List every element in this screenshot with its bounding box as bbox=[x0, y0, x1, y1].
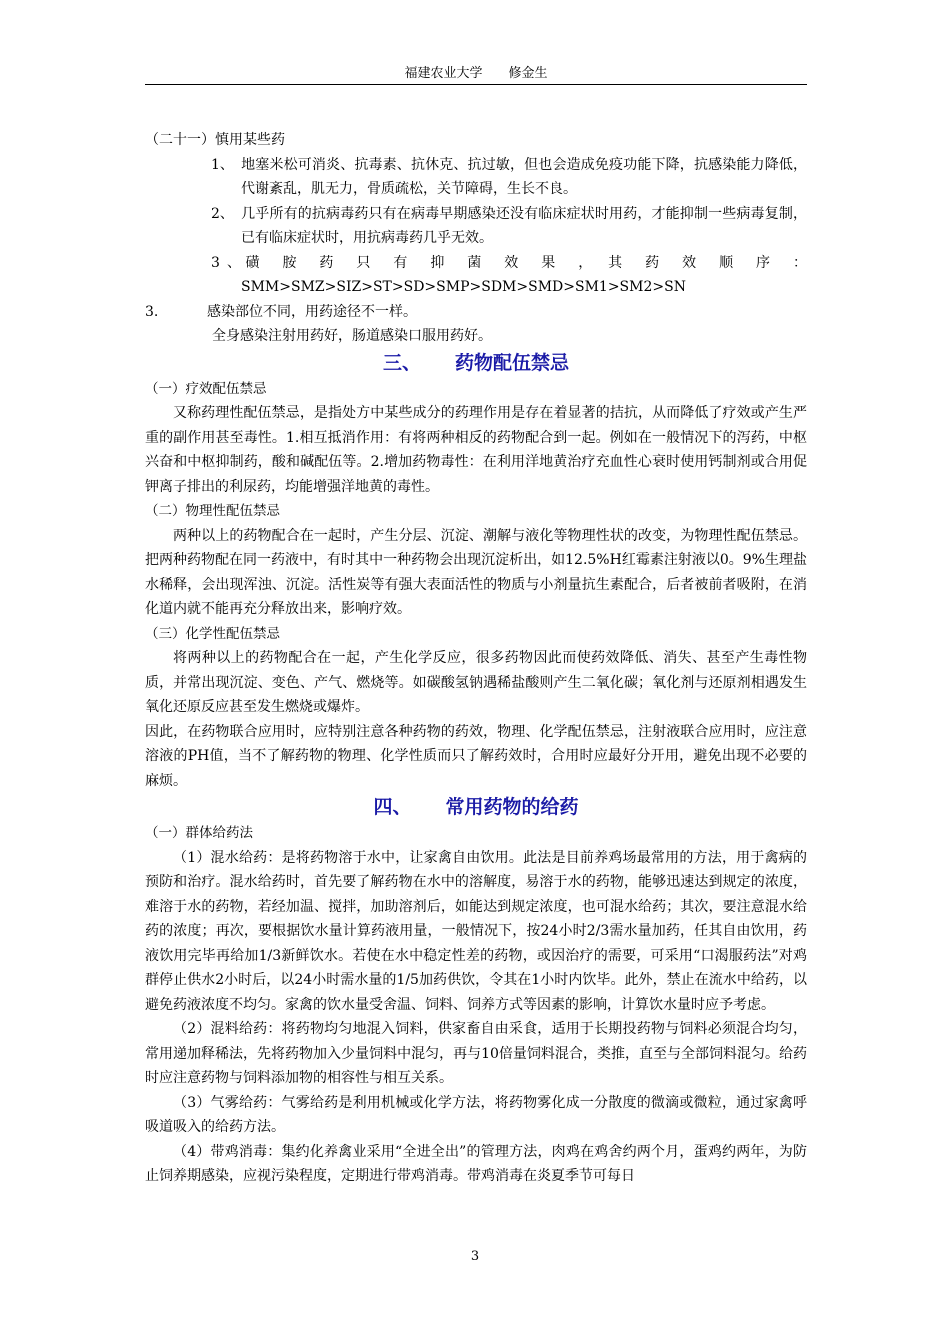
section-4-title: 常用药物的给药 bbox=[445, 796, 579, 818]
list-item bbox=[145, 153, 807, 202]
paragraph: 将两种以上的药物配合在一起，产生化学反应，很多药物因此而使药效降低、消失、甚至产生毒性物质，并常出现沉淀、变色、产气、燃烧等。如碳酸氢钠遇稀盐酸则产生二氧化碳；氧化剂与还原剂相遇发生氧化还原反应甚至发生燃烧或爆炸。 bbox=[145, 650, 807, 715]
list-item-text: 磺 胺 药 只 有 抑 菌 效 果 ， 其 药 效 顺 序 ： bbox=[241, 254, 807, 271]
section-3-heading bbox=[145, 349, 807, 377]
section-3-number: 三、 bbox=[382, 351, 421, 374]
list-item bbox=[145, 251, 807, 276]
document-body bbox=[145, 128, 807, 1189]
item-3-number: 3. bbox=[145, 303, 159, 320]
paragraph: 因此，在药物联合应用时，应特别注意各种药物的药效，物理、化学配伍禁忌，注射液联合应用时，应注意溶液的PH值，当不了解药物的物理、化学性质而只了解药效时，合用时应最好分开用，避免出现不必要的麻烦。 bbox=[145, 723, 807, 789]
list-item-number: 1、 bbox=[211, 156, 234, 173]
paragraph: （4）带鸡消毒：集约化养禽业采用“全进全出”的管理方法，肉鸡在鸡舍约两个月，蛋鸡约两年，为防止饲养期感染，应视污染程度，定期进行带鸡消毒。带鸡消毒在炎夏季节可每日 bbox=[145, 1143, 807, 1184]
section-3-title: 药物配伍禁忌 bbox=[455, 351, 570, 374]
paragraph: （1）混水给药：是将药物溶于水中，让家禽自由饮用。此法是目前养鸡场最常用的方法，用于禽病的预防和治疗。混水给药时，首先要了解药物在水中的溶解度，易溶于水的药物，能够迅速达到规定的浓度，难溶于水的药物，若经加温、搅拌，加助溶剂后，如能达到规定浓度，也可混水给药；其次，要注意混水给药的浓度；再次，要根据饮水量计算药液用量，一般情况下，按24小时2/3需水量加药，任其自由饮用，药液饮用完毕再给加1/3新鲜饮水。若使在水中稳定性差的药物，或因治疗的需要，可采用“口渴服药法”对鸡群停止供水2小时后，以24小时需水量的1/5加药供饮，令其在1小时内饮毕。此外，禁止在流水中给药，以避免药液浓度不均匀。家禽的饮水量受舍温、饲料、饲养方式等因素的影响，计算饮水量时应予考虑。 bbox=[145, 849, 807, 1013]
page-header: 福建农业大学 修金生 bbox=[145, 64, 807, 85]
section-4-number: 四、 bbox=[373, 796, 412, 818]
subsection-title: （三）化学性配伍禁忌 bbox=[145, 625, 280, 642]
paragraph: 两种以上的药物配合在一起时，产生分层、沉淀、潮解与液化等物理性状的改变，为物理性配伍禁忌。把两种药物配在同一药液中，有时其中一种药物会出现沉淀析出，如12.5%H红霉素注射液以0。9%生理盐水稀释，会出现浑浊、沉淀。活性炭等有强大表面活性的物质与小剂量抗生素配合，后者被前者吸附，在消化道内就不能再充分释放出来，影响疗效。 bbox=[145, 527, 807, 617]
list-item-number: 2、 bbox=[211, 205, 234, 222]
list-item-text: 地塞米松可消炎、抗毒素、抗休克、抗过敏，但也会造成免疫功能下降，抗感染能力降低，代谢紊乱，肌无力，骨质疏松，关节障碍，生长不良。 bbox=[241, 156, 807, 197]
subsection-title: （一）疗效配伍禁忌 bbox=[145, 380, 267, 397]
list-item-text: 几乎所有的抗病毒药只有在病毒早期感染还没有临床症状时用药，才能抑制一些病毒复制，已有临床症状时，用抗病毒药几乎无效。 bbox=[241, 205, 807, 246]
paragraph: （2）混料给药：将药物均匀地混入饲料，供家畜自由采食，适用于长期投药物与饲料必须混合均匀，常用递加释稀法，先将药物加入少量饲料中混匀，再与10倍量饲料混合，类推，直至与全部饲料混匀。给药时应注意药物与饲料添加物的相容性与相互关系。 bbox=[145, 1021, 807, 1086]
paragraph: （3）气雾给药：气雾给药是利用机械或化学方法，将药物雾化成一分散度的微滴或微粒，通过家禽呼吸道吸入的给药方法。 bbox=[145, 1094, 807, 1135]
item-3-detail: 全身感染注射用药好，肠道感染口服用药好。 bbox=[212, 328, 492, 344]
subsection-title: （二）物理性配伍禁忌 bbox=[145, 503, 280, 519]
sulfa-order: SMM>SMZ>SIZ>ST>SD>SMP>SDM>SMD>SM1>SM2>SN bbox=[241, 279, 686, 295]
page-number: 3 bbox=[470, 1249, 480, 1264]
paragraph: 又称药理性配伍禁忌，是指处方中某些成分的药理作用是存在着显著的拮抗，从而降低了疗效或产生严重的副作用甚至毒性。1.相互抵消作用：有将两种相反的药物配合到一起。例如在一般情况下的泻药，中枢兴奋和中枢抑制药，酸和碱配伍等。2.增加药物毒性：在利用洋地黄治疗充血性心衰时使用钙制剂或合用促钾离子排出的利尿药，均能增强洋地黄的毒性。 bbox=[145, 405, 807, 495]
section-21-title: （二十一）慎用某些药 bbox=[145, 132, 285, 148]
section-4-heading bbox=[145, 793, 807, 821]
item-3-text: 感染部位不同，用药途径不一样。 bbox=[207, 303, 417, 320]
list-item-number: 3、 bbox=[211, 254, 241, 271]
list-item bbox=[145, 202, 807, 251]
item-3 bbox=[145, 300, 807, 325]
subsection-title: （一）群体给药法 bbox=[145, 825, 253, 841]
